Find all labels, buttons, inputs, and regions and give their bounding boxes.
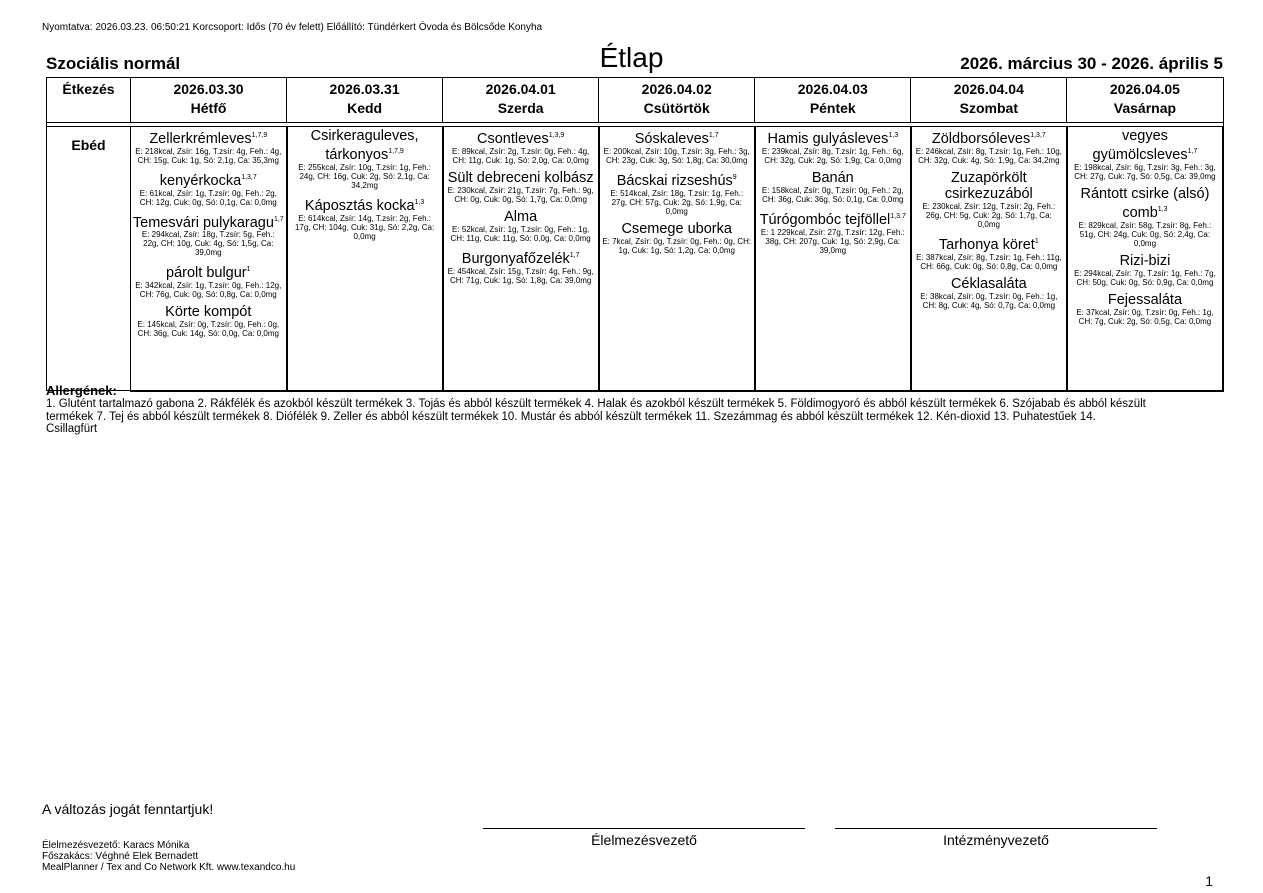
dish-name-text: vegyes gyümölcsleves bbox=[1092, 128, 1188, 163]
dish-name bbox=[445, 209, 597, 225]
dish bbox=[444, 208, 598, 243]
day-menu-cell bbox=[1067, 127, 1223, 391]
day-menu-cell bbox=[131, 127, 287, 391]
dish-name bbox=[445, 128, 597, 147]
day-name: Péntek bbox=[809, 100, 856, 116]
day-date: 2026.04.02 bbox=[641, 81, 712, 97]
day-name: Hétfő bbox=[190, 100, 227, 116]
dish-nutrition: E: 239kcal, Zsír: 8g, T.zsír: 1g, Feh.: 6g, CH: 32g, Cuk: 2g, Só: 1,9g, Ca: 0,0mg bbox=[761, 146, 904, 165]
dish-nutrition: E: 198kcal, Zsír: 6g, T.zsír: 3g, Feh.: 3g, CH: 27g, Cuk: 7g, Só: 0,5g, Ca: 39,0mg bbox=[1074, 162, 1216, 181]
dish-name bbox=[601, 128, 753, 147]
dish-name-text: Zöldborsóleves bbox=[931, 130, 1031, 147]
day-header bbox=[599, 78, 755, 123]
dish-name-text: kenyérkocka bbox=[159, 172, 242, 189]
dish-nutrition: E: 89kcal, Zsír: 2g, T.zsír: 0g, Feh.: 4g, CH: 11g, Cuk: 1g, Só: 2,0g, Ca: 0,0mg bbox=[452, 146, 590, 165]
dish-nutrition: E: 294kcal, Zsír: 7g, T.zsír: 1g, Feh.: 7g, CH: 50g, Cuk: 0g, Só: 0,9g, Ca: 0,0mg bbox=[1074, 268, 1216, 287]
dish bbox=[444, 127, 598, 165]
day-name: Kedd bbox=[347, 100, 383, 116]
day-date: 2026.03.31 bbox=[329, 81, 400, 97]
dish-nutrition: E: 614kcal, Zsír: 14g, T.zsír: 2g, Feh.: 17g, CH: 104g, Cuk: 31g, Só: 2,2g, Ca: 0,0mg bbox=[294, 213, 435, 241]
dish-nutrition: E: 38kcal, Zsír: 0g, T.zsír: 0g, Feh.: 1g, CH: 8g, Cuk: 4g, Só: 0,7g, Ca: 0,0mg bbox=[920, 291, 1058, 310]
dish bbox=[131, 211, 286, 258]
dish-nutrition: E: 514kcal, Zsír: 18g, T.zsír: 1g, Feh.: 27g, CH: 57g, Cuk: 2g, Só: 1,9g, Ca: 0,0mg bbox=[610, 188, 744, 216]
dish bbox=[756, 169, 910, 204]
day-name: Szombat bbox=[959, 100, 1019, 116]
dish-name-text: Zellerkrémleves bbox=[149, 130, 252, 147]
dish-nutrition: E: 200kcal, Zsír: 10g, T.zsír: 3g, Feh.: 3g, CH: 23g, Cuk: 3g, Só: 1,8g, Ca: 30,0mg bbox=[603, 146, 750, 165]
day-date: 2026.03.30 bbox=[173, 81, 244, 97]
dish-name-text: Fejessaláta bbox=[1107, 291, 1183, 308]
dish-nutrition: E: 387kcal, Zsír: 8g, T.zsír: 1g, Feh.: 11g, CH: 66g, Cuk: 0g, Só: 0,8g, Ca: 0,0mg bbox=[916, 252, 1062, 271]
dish-name-text: Rizi-bizi bbox=[1119, 252, 1171, 269]
signature-label-food-manager: Élelmezésvezető bbox=[591, 832, 697, 848]
dish-nutrition: E: 1 229kcal, Zsír: 27g, T.zsír: 12g, Feh.: 38g, CH: 207g, Cuk: 1g, Só: 2,9g, Ca: 39,0mg bbox=[760, 227, 905, 255]
day-date: 2026.04.03 bbox=[797, 81, 868, 97]
menu-category: Szociális normál bbox=[46, 54, 181, 73]
day-date: 2026.04.01 bbox=[485, 81, 556, 97]
day-header bbox=[911, 78, 1067, 123]
day-name: Csütörtök bbox=[643, 100, 710, 116]
dish-name-text: Tarhonya köret bbox=[938, 236, 1035, 253]
day-name: Szerda bbox=[497, 100, 544, 116]
dish-name-text: Sült debreceni kolbász bbox=[447, 169, 594, 186]
dish-name bbox=[757, 128, 909, 147]
dish-name bbox=[132, 304, 285, 320]
day-header bbox=[1067, 78, 1223, 123]
day-name: Vasárnap bbox=[1113, 100, 1177, 116]
day-menu-cell bbox=[755, 127, 911, 391]
staff-line: MealPlanner / Tex and Co Network Kft. www.texandco.hu bbox=[42, 862, 296, 873]
dish-nutrition: E: 145kcal, Zsír: 0g, T.zsír: 0g, Feh.: 0g, CH: 36g, Cuk: 14g, Só: 0,0g, Ca: 0,0mg bbox=[137, 320, 280, 339]
dish-allergen-codes: 1,7,9 bbox=[251, 132, 268, 139]
dish-nutrition: E: 255kcal, Zsír: 10g, T.zsír: 1g, Feh.: 24g, CH: 16g, Cuk: 2g, Só: 2,1g, Ca: 34,2mg bbox=[298, 162, 431, 190]
dish-allergen-codes: 1,3,7 bbox=[1030, 132, 1046, 139]
change-notice: A változás jogát fenntartjuk! bbox=[42, 801, 214, 817]
dish-nutrition: E: 52kcal, Zsír: 1g, T.zsír: 0g, Feh.: 1g, CH: 11g, Cuk: 11g, Só: 0,0g, Ca: 0,0mg bbox=[450, 224, 591, 243]
dish-name bbox=[445, 248, 597, 267]
dish-allergen-codes: 1,3 bbox=[414, 198, 425, 206]
dish-nutrition: E: 158kcal, Zsír: 0g, T.zsír: 0g, Feh.: 2g, CH: 36g, Cuk: 36g, Só: 0,1g, Ca: 0,0mg bbox=[761, 185, 904, 204]
dish-allergen-codes: 9 bbox=[732, 173, 737, 181]
page-title: Étlap bbox=[599, 42, 664, 73]
dish bbox=[600, 169, 754, 216]
dish-nutrition: E: 294kcal, Zsír: 18g, T.zsír: 5g, Feh.: 22g, CH: 10g, Cuk: 4g, Só: 1,5g, Ca: 39,0mg bbox=[141, 230, 275, 258]
dish bbox=[912, 233, 1066, 271]
lunch-row bbox=[47, 127, 1224, 391]
dish-name bbox=[445, 170, 597, 186]
staff-line: Főszakács: Véghné Elek Bernadett bbox=[42, 851, 199, 862]
dish-nutrition: E: 7kcal, Zsír: 0g, T.zsír: 0g, Feh.: 0g, CH: 1g, Cuk: 1g, Só: 1,2g, Ca: 0,0mg bbox=[602, 236, 752, 255]
dish bbox=[444, 247, 598, 285]
dish bbox=[1068, 291, 1222, 326]
page-number: 1 bbox=[1205, 873, 1213, 889]
dish-name bbox=[289, 128, 441, 163]
dish-name bbox=[289, 195, 441, 214]
dish-name bbox=[1069, 292, 1221, 308]
dish-allergen-codes: 1,3,7 bbox=[241, 173, 257, 181]
staff-info bbox=[42, 840, 295, 873]
dish bbox=[912, 127, 1066, 165]
day-header bbox=[287, 78, 443, 123]
lunch-row-label: Ebéd bbox=[47, 127, 131, 391]
dish bbox=[1068, 127, 1222, 181]
signature-line bbox=[483, 828, 805, 829]
dish-name-text: Sóskaleves bbox=[634, 130, 709, 147]
dish-name bbox=[132, 262, 285, 281]
day-header bbox=[755, 78, 911, 123]
dish-allergen-codes: 1,7,9 bbox=[388, 148, 404, 155]
allergen-heading: Allergének: bbox=[46, 383, 117, 398]
dish-name bbox=[1069, 253, 1221, 269]
dish-name bbox=[132, 212, 285, 231]
dish-nutrition: E: 37kcal, Zsír: 0g, T.zsír: 0g, Feh.: 1g, CH: 7g, Cuk: 2g, Só: 0,5g, Ca: 0,0mg bbox=[1076, 307, 1214, 326]
dish-allergen-codes: 1,7 bbox=[569, 251, 580, 259]
dish-name bbox=[913, 128, 1065, 147]
dish-name-text: Céklasaláta bbox=[950, 275, 1027, 292]
dish-name bbox=[913, 234, 1065, 253]
dish bbox=[288, 194, 442, 241]
dish-nutrition: E: 218kcal, Zsír: 16g, T.zsír: 4g, Feh.: 4g, CH: 15g, Cuk: 1g, Só: 2,1g, Ca: 35,3mg bbox=[135, 146, 282, 165]
dish-nutrition: E: 230kcal, Zsír: 21g, T.zsír: 7g, Feh.: 9g, CH: 0g, Cuk: 0g, Só: 1,7g, Ca: 0,0mg bbox=[447, 185, 594, 204]
dish-name-text: Zuzapörkölt csirkezuzából bbox=[944, 169, 1033, 202]
meal-column-header: Étkezés bbox=[47, 78, 131, 123]
dish-name bbox=[132, 170, 285, 189]
dish bbox=[1068, 252, 1222, 287]
dish bbox=[600, 220, 754, 255]
day-header bbox=[443, 78, 599, 123]
dish bbox=[912, 275, 1066, 310]
signature-line bbox=[835, 828, 1157, 829]
day-header bbox=[131, 78, 287, 123]
print-info: Nyomtatva: 2026.03.23. 06:50:21 Korcsoport: Idős (70 év felett) Előállító: Tündérkert Óvoda és Bölcsőde Konyha bbox=[42, 22, 543, 33]
dish bbox=[131, 303, 286, 338]
dish-nutrition: E: 454kcal, Zsír: 15g, T.zsír: 4g, Feh.: 9g, CH: 71g, Cuk: 1g, Só: 1,8g, Ca: 39,0mg bbox=[447, 266, 594, 285]
dish bbox=[288, 127, 442, 190]
day-menu-cell bbox=[287, 127, 443, 391]
dish-name-text: Csemege uborka bbox=[621, 220, 732, 237]
dish-nutrition: E: 61kcal, Zsír: 1g, T.zsír: 0g, Feh.: 2g, CH: 12g, Cuk: 0g, Só: 0,1g, Ca: 0,0mg bbox=[139, 188, 277, 207]
dish-name bbox=[132, 128, 285, 147]
dish-name bbox=[757, 209, 909, 228]
dish-name-text: Burgonyafőzelék bbox=[461, 250, 570, 267]
dish-name-text: Hamis gulyásleves bbox=[767, 130, 889, 147]
dish-name-text: Csontleves bbox=[477, 130, 549, 147]
dish-name bbox=[601, 170, 753, 189]
dish-allergen-codes: 1,7 bbox=[273, 215, 284, 223]
dish-allergen-codes: 1 bbox=[246, 266, 251, 274]
dish-name bbox=[1069, 186, 1221, 221]
staff-line: Élelmezésvezető: Karacs Mónika bbox=[42, 840, 190, 851]
dish-nutrition: E: 342kcal, Zsír: 1g, T.zsír: 0g, Feh.: 12g, CH: 76g, Cuk: 0g, Só: 0,8g, Ca: 0,0mg bbox=[135, 281, 282, 300]
dish-name-text: Túrógombóc tejföllel bbox=[759, 211, 891, 228]
dish-name bbox=[1069, 128, 1221, 163]
dish-allergen-codes: 1,7 bbox=[708, 132, 719, 139]
day-date: 2026.04.05 bbox=[1109, 81, 1180, 97]
dish-allergen-codes: 1,7 bbox=[1187, 148, 1198, 155]
dish-name-text: Bácskai rizseshús bbox=[616, 172, 733, 189]
dish-name bbox=[913, 170, 1065, 202]
day-menu-cell bbox=[599, 127, 755, 391]
dish-allergen-codes: 1,3,7 bbox=[890, 212, 906, 220]
dish-name-text: párolt bulgur bbox=[166, 265, 247, 282]
dish bbox=[1068, 185, 1222, 248]
dish-name bbox=[601, 221, 753, 237]
dish bbox=[756, 127, 910, 165]
dish bbox=[131, 261, 286, 299]
signature-label-director: Intézményvezető bbox=[943, 832, 1049, 848]
dish-name-text: Alma bbox=[504, 208, 538, 225]
dish-name-text: Káposztás kocka bbox=[304, 197, 415, 214]
dish-allergen-codes: 1,3 bbox=[1157, 205, 1168, 213]
dish-name bbox=[757, 170, 909, 186]
dish-nutrition: E: 246kcal, Zsír: 8g, T.zsír: 1g, Feh.: 10g, CH: 32g, Cuk: 4g, Só: 1,9g, Ca: 34,2mg bbox=[915, 146, 1062, 165]
day-menu-cell bbox=[911, 127, 1067, 391]
dish-name-text: Csirkeraguleves, tárkonyos bbox=[310, 128, 419, 163]
day-date: 2026.04.04 bbox=[953, 81, 1024, 97]
day-menu-cell bbox=[443, 127, 599, 391]
dish-allergen-codes: 1 bbox=[1034, 237, 1039, 245]
day-header-row bbox=[47, 78, 1224, 123]
dish-nutrition: E: 829kcal, Zsír: 58g, T.zsír: 8g, Feh.: 51g, CH: 24g, Cuk: 0g, Só: 2,4g, Ca: 0,0mg bbox=[1078, 220, 1212, 248]
dish-allergen-codes: 1,3,9 bbox=[548, 132, 565, 139]
dish-name bbox=[913, 276, 1065, 292]
dish-name-text: Banán bbox=[811, 169, 854, 186]
dish bbox=[131, 169, 286, 207]
dish bbox=[756, 208, 910, 255]
dish bbox=[131, 127, 286, 165]
dish bbox=[600, 127, 754, 165]
dish-name-text: Temesvári pulykaragu bbox=[132, 214, 274, 231]
dish bbox=[444, 169, 598, 204]
allergen-legend: 1. Glutént tartalmazó gabona 2. Rákfélék és azokból készült termékek 3. Tojás és abból készült termékek 4. Halak és azokból készült termékek 5. Földimogyoró és abból készült termékek 6. Szójabab és abból készült termékek 7. Tej és abból készült termékek 8. Diófélék 9. Zeller és abból készült termékek 10. Mustár és abból készült termékek 11. Szezámmag és abból készült termékek 12. Kén-dioxid 13. Puhatestűek 14. Csillagfürt bbox=[46, 398, 1146, 435]
dish-name-text: Körte kompót bbox=[165, 304, 252, 321]
date-range: 2026. március 30 - 2026. április 5 bbox=[960, 54, 1223, 73]
dish-nutrition: E: 230kcal, Zsír: 12g, T.zsír: 2g, Feh.: 26g, CH: 5g, Cuk: 2g, Só: 1,7g, Ca: 0,0mg bbox=[922, 201, 1056, 229]
dish-name-text: Rántott csirke (alsó) comb bbox=[1080, 185, 1210, 221]
dish bbox=[912, 169, 1066, 229]
menu-table bbox=[46, 77, 1224, 392]
dish-allergen-codes: 1,3 bbox=[888, 132, 899, 139]
